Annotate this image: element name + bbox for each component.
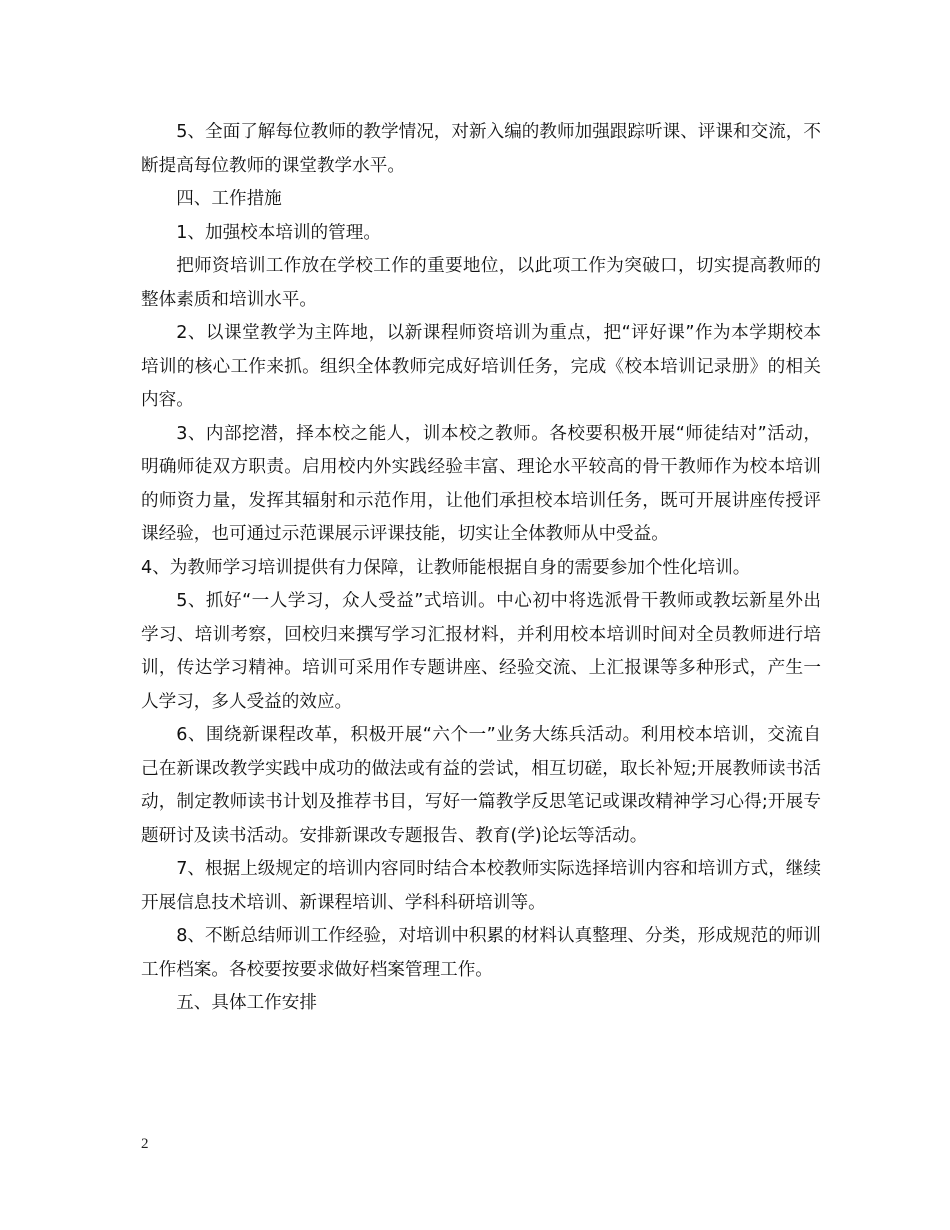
paragraph-measure-8: 8、不断总结师训工作经验，对培训中积累的材料认真整理、分类，形成规范的师训工作档案。各校要按要求做好档案管理工作。 (141, 926, 821, 980)
paragraph-measure-6: 6、围绕新课程改革，积极开展“六个一”业务大练兵活动。利用校本培训，交流自己在新课改教学实践中成功的做法或有益的尝试，相互切磋，取长补短;开展教师读书活动，制定教师读书计划及推荐书目，写好一篇教学反思笔记或课改精神学习心得;开展专题研讨及读书活动。安排新课改专题报告、教育(学)论坛等活动。 (141, 725, 821, 846)
page-number: 2 (141, 1136, 149, 1152)
paragraph-item-5-overview: 5、全面了解每位教师的教学情况，对新入编的教师加强跟踪听课、评课和交流，不断提高每位教师的课堂教学水平。 (141, 122, 821, 176)
paragraph-measure-5: 5、抓好“一人学习，众人受益”式培训。中心初中将选派骨干教师或教坛新星外出学习、培训考察，回校归来撰写学习汇报材料，并利用校本培训时间对全员教师进行培训，传达学习精神。培训可采用作专题讲座、经验交流、上汇报课等多种形式，产生一人学习，多人受益的效应。 (141, 591, 821, 712)
paragraph-measure-4: 4、为教师学习培训提供有力保障，让教师能根据自身的需要参加个性化培训。 (141, 557, 751, 578)
section-heading-work-measures: 四、工作措施 (176, 189, 282, 209)
section-heading-work-schedule: 五、具体工作安排 (176, 993, 317, 1013)
paragraph-measure-7: 7、根据上级规定的培训内容同时结合本校教师实际选择培训内容和培训方式，继续开展信息技术培训、新课程培训、学科科研培训等。 (141, 859, 821, 913)
paragraph-measure-1-body: 把师资培训工作放在学校工作的重要地位，以此项工作为突破口，切实提高教师的整体素质和培训水平。 (141, 256, 821, 310)
paragraph-measure-2: 2、以课堂教学为主阵地，以新课程师资培训为重点，把“评好课”作为本学期校本培训的核心工作来抓。组织全体教师完成好培训任务，完成《校本培训记录册》的相关内容。 (141, 323, 821, 410)
document-body (141, 116, 821, 1021)
paragraph-measure-1-title: 1、加强校本培训的管理。 (176, 222, 381, 243)
paragraph-measure-3: 3、内部挖潜，择本校之能人，训本校之教师。各校要积极开展“师徒结对”活动，明确师徒双方职责。启用校内外实践经验丰富、理论水平较高的骨干教师作为校本培训的师资力量，发挥其辐射和示范作用，让他们承担校本培训任务，既可开展讲座传授评课经验，也可通过示范课展示评课技能，切实让全体教师从中受益。 (141, 423, 821, 544)
